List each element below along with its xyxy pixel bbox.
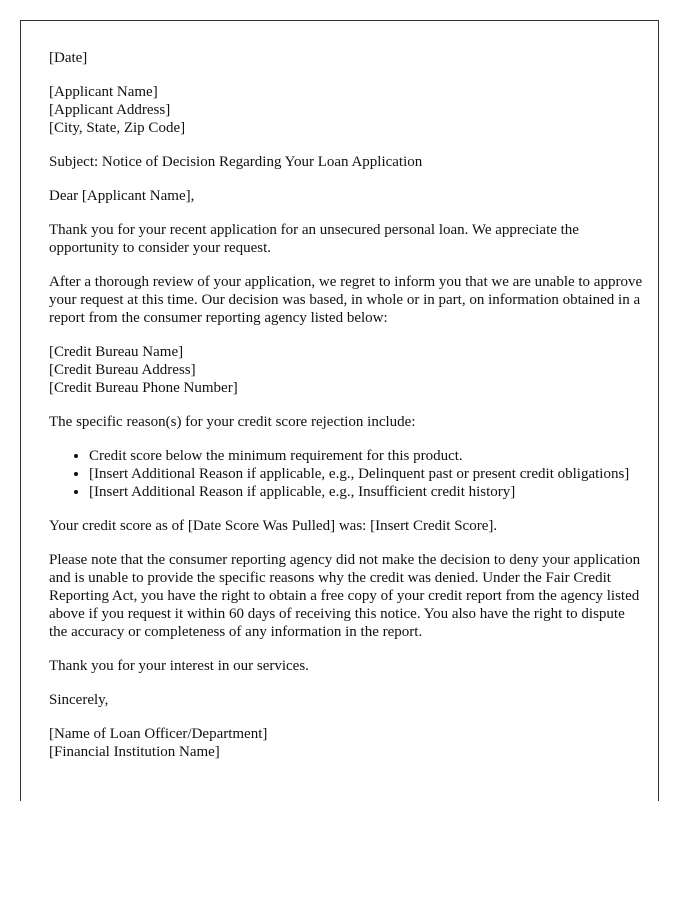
applicant-block [49,83,646,137]
letter-page [20,20,659,801]
bureau-block [49,343,646,397]
thanks: Thank you for your interest in our services. [49,658,309,674]
subject: Subject: Notice of Decision Regarding Your Loan Application [49,154,423,170]
applicant-address: [Applicant Address] [49,102,171,118]
reason-item: • [Insert Additional Reason if applicable, e.g., Delinquent past or present credit obligations] [89,465,646,483]
officer-name: [Name of Loan Officer/Department] [49,726,268,742]
reasons-intro: The specific reason(s) for your credit score rejection include: [49,414,416,430]
salutation: Dear [Applicant Name], [49,188,195,204]
signature-block [49,725,646,761]
reasons-list [49,447,646,501]
applicant-city: [City, State, Zip Code] [49,120,186,136]
bureau-name: [Credit Bureau Name] [49,344,184,360]
reason-item: • [Insert Additional Reason if applicable, e.g., Insufficient credit history] [89,483,646,501]
bureau-address: [Credit Bureau Address] [49,362,196,378]
date: [Date] [49,50,88,66]
paragraph-rights: Please note that the consumer reporting agency did not make the decision to deny your application and is unable to provide the specific reasons why the credit was denied. Under the Fair Credit Reporting Act, you have the right to obtain a free copy of your credit report from the agency listed above if you request it within 60 days of receiving this notice. You also have the right to dispute the accuracy or completeness of any information in the report. [49,552,641,640]
paragraph-decision: After a thorough review of your application, we regret to inform you that we are unable to approve your request at this time. Our decision was based, in whole or in part, on information obtained in a report from the consumer reporting agency listed below: [49,274,643,326]
reason-item: • Credit score below the minimum requirement for this product. [89,447,646,465]
closing: Sincerely, [49,692,109,708]
institution-name: [Financial Institution Name] [49,744,220,760]
score-line: Your credit score as of [Date Score Was Pulled] was: [Insert Credit Score]. [49,518,498,534]
bureau-phone: [Credit Bureau Phone Number] [49,380,238,396]
paragraph-intro: Thank you for your recent application for an unsecured personal loan. We appreciate the opportunity to consider your request. [49,222,579,256]
applicant-name: [Applicant Name] [49,84,158,100]
